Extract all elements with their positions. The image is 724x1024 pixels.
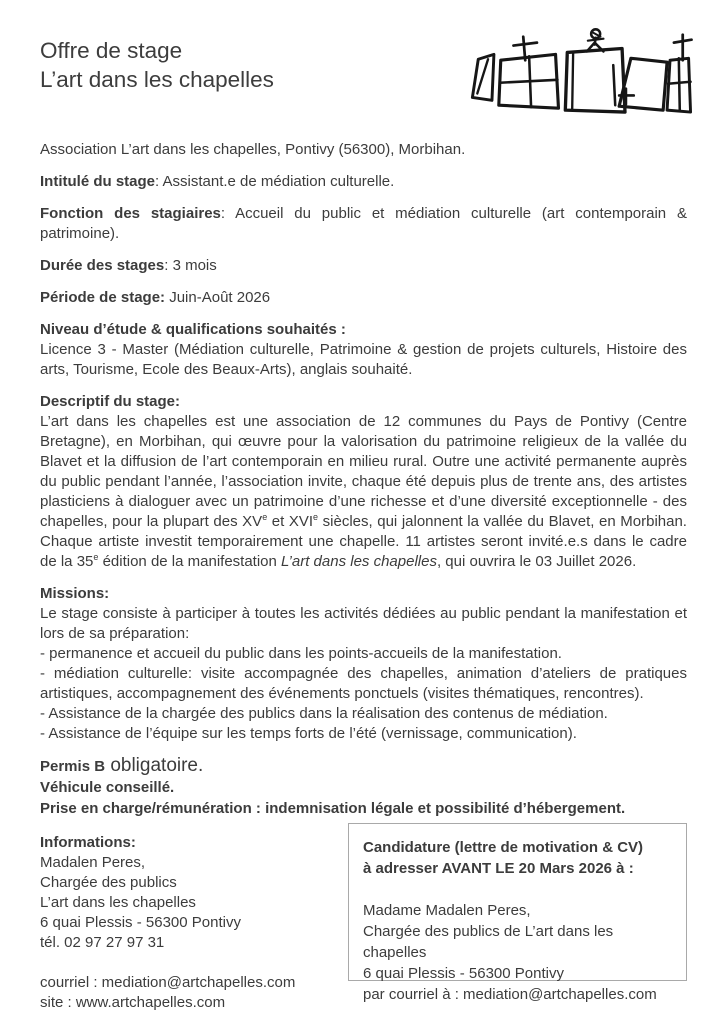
- application-heading-line2: à adresser AVANT LE 20 Mars 2026 à :: [363, 860, 634, 877]
- document-header: [40, 34, 687, 122]
- descriptif-label: Descriptif du stage:: [40, 393, 181, 410]
- mission-item: - Assistance de la chargée des publics dans la réalisation des contenus de médiation.: [40, 705, 608, 722]
- contact-organisation: L’art dans les chapelles: [40, 894, 196, 911]
- contact-name: Madalen Peres,: [40, 854, 146, 871]
- intitule-line: [40, 172, 687, 192]
- remuneration-line: Prise en charge/rémunération : indemnisation légale et possibilité d’hébergement.: [40, 800, 626, 817]
- vehicule-line: Véhicule conseillé.: [40, 779, 175, 796]
- fonction-label: Fonction des stagiaires: [40, 205, 221, 222]
- niveau-paragraph: [40, 320, 687, 380]
- descriptif-text: L’art dans les chapelles est une association de 12 communes du Pays de Pontivy (Centre Bretagne), en Morbihan, qui œuvre pour la valorisation du patrimoine religieux de la vallée du Blavet et la diffusion de l’art contemporain en milieu rural. Outre une activité permanente auprès du public pendant l’année, l’association invite, chaque été depuis plus de trente ans, des artistes plasticiens à dialoguer avec un patrimoine d’une richesse et d’une diversité exceptionnelle - des chapelles, pour la plupart des XVe et XVIe siècles, qui jalonnent la vallée du Blavet, en Morbihan. Chaque artiste investit temporairement une chapelle. 11 artistes seront invité.e.s dans le cadre de la 35e édition de la manifestation L’art dans les chapelles, qui ouvrira le 03 Juillet 2026.: [40, 413, 687, 570]
- niveau-label: Niveau d’étude & qualifications souhaités :: [40, 321, 346, 338]
- missions-section: [40, 584, 687, 744]
- superscript-e: e: [313, 512, 319, 522]
- contact-website: site : www.artchapelles.com: [40, 994, 226, 1011]
- manifestation-title-italic: L’art dans les chapelles: [281, 553, 437, 570]
- application-recipient-role: Chargée des publics de L’art dans les chapelles: [363, 923, 614, 961]
- periode-value: Juin-Août 2026: [165, 289, 271, 306]
- descriptif-paragraph: [40, 392, 687, 572]
- fonction-value: : Accueil du public et médiation culturelle (art contemporain & patrimoine).: [40, 205, 687, 242]
- title-line-2: L’art dans les chapelles: [40, 67, 274, 92]
- conditions-block: [40, 756, 687, 819]
- periode-label: Période de stage:: [40, 289, 166, 306]
- duree-value: : 3 mois: [164, 257, 217, 274]
- application-heading-line1: Candidature (lettre de motivation & CV): [363, 839, 644, 856]
- superscript-e: e: [93, 552, 99, 562]
- niveau-text: Licence 3 - Master (Médiation culturelle, Patrimoine & gestion de projets culturels, Histoire des arts, Tourisme, Ecole des Beaux-Arts), anglais souhaité.: [40, 341, 687, 378]
- application-recipient-address: 6 quai Plessis - 56300 Pontivy: [363, 965, 564, 982]
- duree-line: [40, 256, 687, 276]
- intitule-value: : Assistant.e de médiation culturelle.: [155, 173, 395, 190]
- chapels-sketch-logo-icon: [467, 26, 693, 122]
- superscript-e: e: [262, 512, 268, 522]
- application-box: [348, 823, 687, 1003]
- permis-label: Permis B: [40, 758, 106, 775]
- association-line: Association L’art dans les chapelles, Pontivy (56300), Morbihan.: [40, 141, 466, 158]
- title-line-1: Offre de stage: [40, 38, 183, 63]
- missions-label: Missions:: [40, 585, 110, 602]
- page-title: [40, 36, 274, 94]
- periode-line: [40, 288, 687, 308]
- mission-item: - Assistance de l’équipe sur les temps forts de l’été (vernissage, communication).: [40, 725, 577, 742]
- application-recipient-name: Madame Madalen Peres,: [363, 902, 531, 919]
- permis-line: [40, 756, 687, 777]
- contact-address: 6 quai Plessis - 56300 Pontivy: [40, 914, 241, 931]
- duree-label: Durée des stages: [40, 257, 165, 274]
- permis-obligatoire: obligatoire.: [105, 755, 204, 776]
- application-box-heading: [363, 837, 672, 879]
- mission-item: - permanence et accueil du public dans les points-accueils de la manifestation.: [40, 645, 562, 662]
- contact-email: courriel : mediation@artchapelles.com: [40, 974, 296, 991]
- contact-phone: tél. 02 97 27 97 31: [40, 934, 165, 951]
- informations-label: Informations:: [40, 834, 136, 851]
- contact-role: Chargée des publics: [40, 874, 177, 891]
- application-recipient-email: par courriel à : mediation@artchapelles.com: [363, 986, 657, 1003]
- missions-intro: Le stage consiste à participer à toutes les activités dédiées au public pendant la manifestation et lors de sa préparation:: [40, 605, 687, 642]
- intitule-label: Intitulé du stage: [40, 173, 156, 190]
- fonction-paragraph: [40, 204, 687, 244]
- mission-item: - médiation culturelle: visite accompagnée des chapelles, animation d’ateliers de pratiques artistiques, accompagnement des événements ponctuels (visites thématiques, rencontres).: [40, 665, 687, 702]
